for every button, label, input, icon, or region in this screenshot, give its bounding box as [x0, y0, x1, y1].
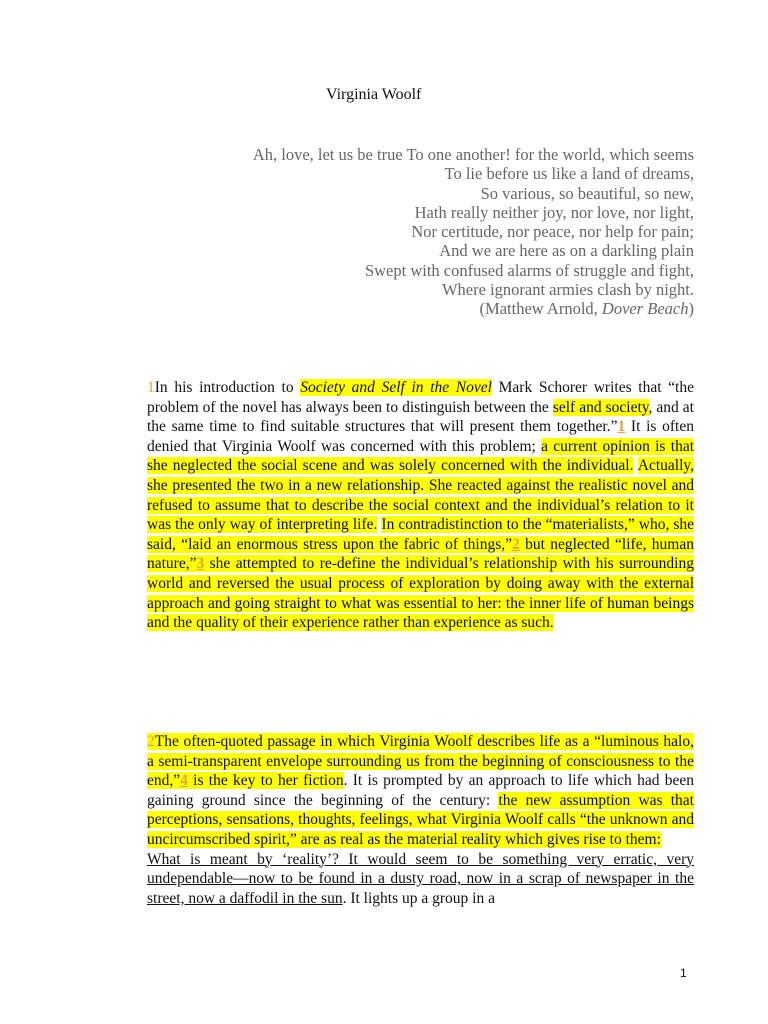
- attribution-close: ): [688, 299, 694, 319]
- paragraph-text: Mark Schorer writes that “the problem of the novel has always been to distinguish between the: [147, 379, 694, 416]
- highlighted-text: In contradistinction to the “materialists,” who, she said, “laid an enormous stress upon the fabric of things,”: [147, 516, 695, 553]
- page-number: 1: [680, 966, 687, 980]
- epigraph-line: Ah, love, let us be true To one another! for the world, which seems: [252, 145, 694, 164]
- highlighted-text: a current opinion is that she neglected the social scene and was solely concerned with the individual.: [147, 437, 695, 475]
- epigraph-line: Nor certitude, nor peace, nor help for pain;: [411, 222, 694, 242]
- paragraph-text: . It lights up a group in a: [342, 889, 495, 907]
- book-title-highlight: Society and Self in the Novel: [300, 379, 492, 396]
- attribution-work: Dover Beach: [601, 299, 689, 319]
- epigraph-line: To lie before us like a land of dreams,: [444, 164, 694, 184]
- highlighted-text: self and society: [552, 398, 649, 416]
- highlighted-text: The often-quoted passage in which Virginia Woolf describes life as a “luminous halo, a semi-transparent envelope surrounding us from the beginning of consciousness to the end,”: [147, 733, 694, 790]
- paragraph-text: , and at the same time to find suitable structures that will present them together.”: [147, 398, 694, 436]
- attribution-author: (Matthew Arnold,: [479, 299, 602, 319]
- highlighted-text: the new assumption was that perceptions, sensations, thoughts, feelings, what Virginia Woolf calls “the unknown and uncircumscribed spirit,” are as real as the material reality which gives rise to them:: [147, 791, 694, 848]
- epigraph-line: Swept with confused alarms of struggle and fight,: [364, 260, 694, 280]
- epigraph-line: So various, so beautiful, so new,: [480, 183, 694, 203]
- paragraph-1: [147, 378, 694, 633]
- epigraph-line: Where ignorant armies clash by night.: [441, 280, 694, 300]
- paragraph-number: 1: [147, 379, 155, 396]
- underlined-quote: What is meant by ‘reality’? It would seem to be something very erratic, very undependable—now to be found in a dusty road, now in a scrap of newspaper in the street, now a daffodil in the sun: [147, 850, 694, 907]
- paragraph-text: It is often denied that Virginia Woolf was concerned with this problem;: [147, 418, 694, 455]
- epigraph-attribution: [250, 299, 694, 318]
- page-title: Virginia Woolf: [326, 86, 422, 103]
- footnote-ref-3[interactable]: 3: [196, 555, 205, 573]
- footnote-ref-4[interactable]: 4: [180, 772, 188, 790]
- paragraph-text: In his introduction to: [154, 379, 301, 396]
- footnote-ref-1[interactable]: 1: [617, 418, 626, 436]
- paragraph-number: 2: [147, 733, 155, 750]
- epigraph: [250, 145, 694, 319]
- epigraph-line: And we are here as on a darkling plain: [439, 241, 694, 261]
- highlighted-text: but neglected “life, human nature,”: [147, 535, 694, 573]
- highlighted-text: she attempted to re-define the individual’s relationship with his surrounding world and reversed the usual process of exploration by doing away with the external approach and going straight to what was essential to her: the inner life of human beings and the quality of their experience rather than experience as such.: [147, 555, 694, 632]
- epigraph-line: Hath really neither joy, nor love, nor light,: [414, 202, 694, 222]
- paragraph-2: [147, 732, 694, 908]
- paragraph-text: . It is prompted by an approach to life which had been gaining ground since the beginning of the century:: [147, 772, 695, 809]
- highlighted-text: is the key to her fiction: [187, 772, 344, 790]
- footnote-ref-2[interactable]: 2: [512, 535, 520, 553]
- highlighted-text: Actually, she presented the two in a new relationship. She reacted against the realistic novel and refused to assume that to describe the social context and the individual’s relation to it was the only way of interpreting life.: [147, 457, 694, 534]
